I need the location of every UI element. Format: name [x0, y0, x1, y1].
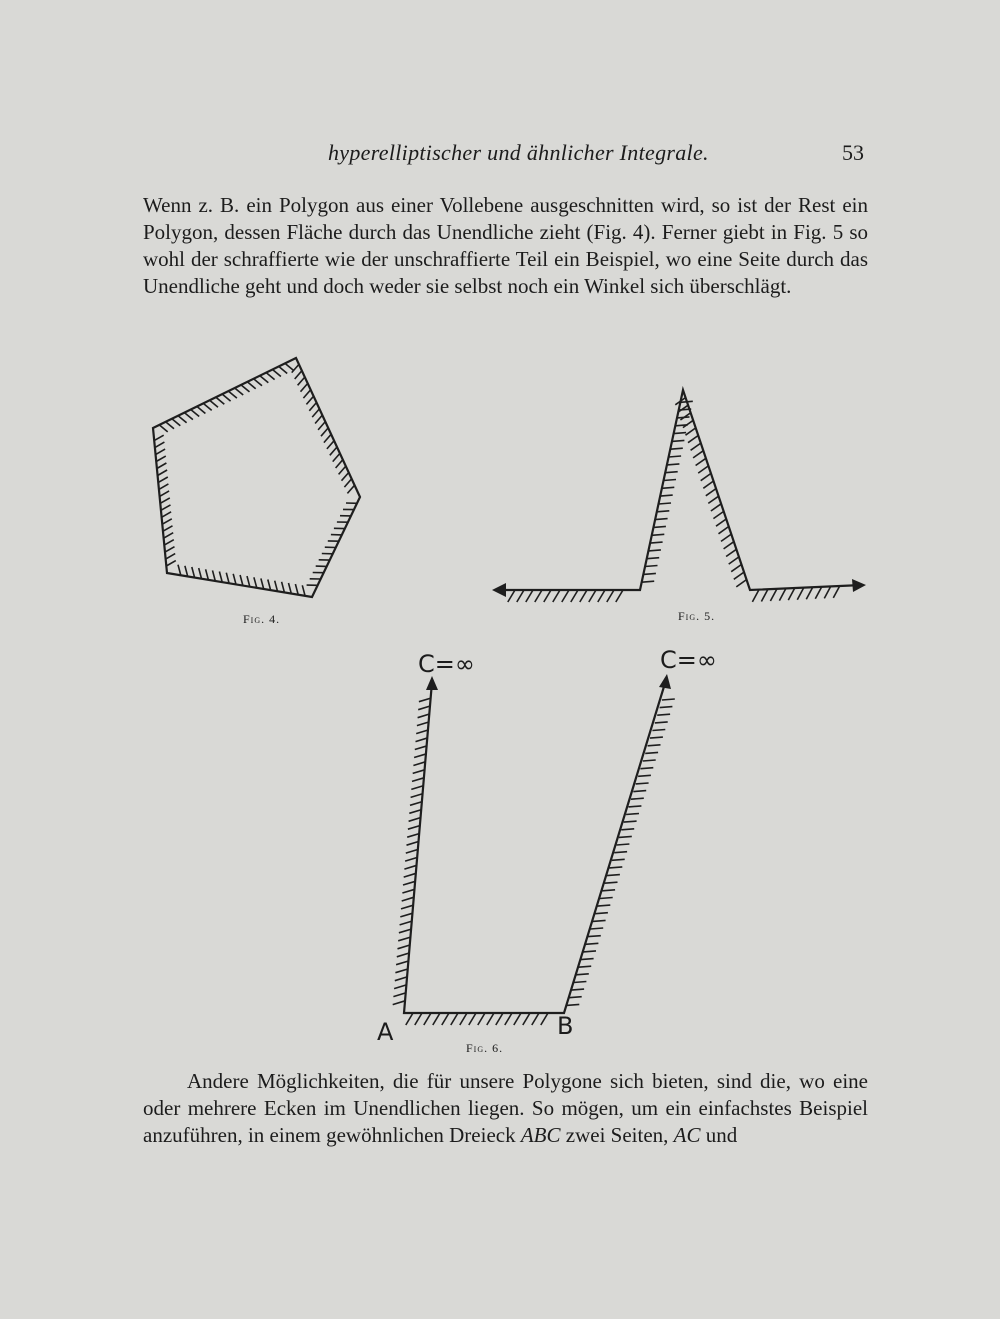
fig4-hatch [279, 366, 288, 373]
fig6-hatch [607, 875, 620, 876]
fig6-hatch [586, 943, 599, 944]
side-ac: AC [673, 1123, 701, 1147]
fig4-hatch [309, 403, 316, 411]
fig5-hatch [517, 590, 524, 602]
fig6-hatch [433, 1013, 440, 1025]
fig4-hatch [302, 585, 305, 596]
fig5-hatch [643, 573, 656, 574]
fig6-hatch [398, 945, 410, 949]
fig5-hatch [713, 511, 723, 518]
fig6-label-c-left: C=∞ [418, 650, 475, 678]
fig4-hatch [164, 540, 174, 545]
fig4-hatch [289, 583, 292, 594]
fig4-hatch [327, 441, 334, 449]
fig4-hatch [160, 498, 170, 503]
fig4-hatch [285, 363, 294, 370]
fig6-hatch [648, 745, 661, 746]
fig4-hatch [199, 568, 202, 579]
fig5-hatch [779, 588, 786, 600]
fig6-hatch [399, 929, 411, 933]
fig4-hatch [303, 390, 310, 398]
fig4-hatch [260, 376, 268, 383]
fig6-hatch [411, 786, 423, 790]
fig4-hatch [166, 422, 174, 429]
fig5-hatch [797, 587, 804, 599]
fig5-hatch [680, 401, 692, 402]
fig4-pentagon [153, 358, 360, 597]
fig5-hatch [670, 448, 683, 449]
paragraph-2-part3: und [700, 1123, 738, 1147]
fig6-hatch [657, 714, 670, 715]
fig5-hatch [650, 542, 663, 543]
fig6-hatch [541, 1013, 548, 1025]
fig4-hatch [318, 422, 325, 430]
fig4-hatch [161, 505, 171, 510]
fig4-hatch [275, 581, 278, 592]
fig5-hatch [652, 534, 665, 535]
fig6-right-arrow [659, 674, 671, 689]
fig5-hatch [664, 480, 677, 481]
fig4-hatch [219, 572, 222, 583]
fig5-hatch [645, 566, 658, 567]
fig6-hatch [619, 836, 632, 837]
fig5-hatch [736, 580, 746, 587]
fig6-hatch [652, 730, 665, 731]
fig4-hatch [197, 407, 205, 414]
fig5-hatch [553, 590, 560, 602]
fig6-hatch [566, 1004, 579, 1005]
fig6-hatch [605, 882, 618, 883]
fig4-hatch [184, 413, 193, 420]
fig5-hatch [693, 451, 703, 458]
fig4-hatch [178, 416, 187, 423]
fig6-hatch [400, 913, 412, 917]
fig5-hatch [788, 588, 795, 600]
fig5-hatch [724, 542, 734, 549]
fig5-hatch [698, 466, 708, 473]
fig6-hatch [404, 865, 416, 869]
fig5-outline [497, 390, 862, 590]
fig5-hatch [691, 443, 701, 450]
fig5-hatch [562, 590, 569, 602]
fig6-hatch [576, 974, 589, 975]
fig6-hatch [532, 1013, 539, 1025]
fig4-hatch [312, 409, 319, 417]
fig5-hatch [696, 458, 706, 465]
fig6-hatch [451, 1013, 458, 1025]
fig6-hatch [629, 806, 642, 807]
fig5-hatch [761, 589, 768, 601]
fig5-hatch [729, 557, 739, 564]
fig4-hatch [213, 570, 216, 581]
fig5-hatch [526, 590, 533, 602]
fig6-hatch [469, 1013, 476, 1025]
fig6-hatch [393, 993, 405, 997]
fig4-hatch [154, 435, 164, 440]
fig6-hatch [633, 791, 646, 792]
fig5-hatch [589, 590, 596, 602]
fig5-right-arrow [852, 579, 866, 592]
fig5-hatch [662, 487, 674, 488]
fig6-hatch [404, 873, 416, 877]
fig4-hatch [164, 533, 174, 539]
fig6-hatch [402, 897, 414, 901]
fig5-hatch [607, 590, 614, 602]
fig6-hatch [569, 997, 582, 998]
page-number: 53 [842, 140, 864, 165]
fig6-hatch [643, 760, 656, 761]
fig4-hatch [178, 565, 181, 576]
fig6-hatch [660, 707, 673, 708]
fig4-hatch [339, 466, 346, 474]
fig4-hatch [157, 463, 167, 469]
fig6-hatch [415, 1013, 422, 1025]
fig6-hatch [612, 859, 625, 860]
fig4-hatch [206, 569, 209, 580]
fig6-hatch [621, 829, 634, 830]
fig5-hatch [580, 590, 587, 602]
fig5-hatch [655, 519, 668, 520]
fig5-hatch [688, 436, 698, 443]
fig5-hatch [642, 581, 655, 582]
fig6-hatch [578, 966, 591, 967]
fig5-hatch [659, 503, 672, 504]
fig6-hatch [406, 849, 418, 853]
fig4-hatch [254, 379, 262, 386]
fig6-hatch [650, 737, 663, 738]
fig4-hatch [301, 383, 308, 391]
fig6-hatch [487, 1013, 494, 1025]
fig4-hatch [295, 371, 302, 379]
fig4-hatch [228, 391, 237, 398]
fig6-hatch [401, 905, 413, 909]
fig6-hatch [655, 722, 668, 723]
fig4-hatch [330, 447, 337, 455]
fig5-hatch [648, 550, 661, 551]
fig4-hatch [254, 577, 257, 588]
fig5-hatch [672, 440, 685, 441]
fig5-hatch [824, 586, 831, 598]
fig6-hatch [514, 1013, 521, 1025]
fig5-hatch [752, 590, 759, 602]
fig5-hatch [654, 526, 666, 527]
fig4-hatch [247, 576, 250, 587]
fig6-hatch [408, 826, 420, 830]
fig4-hatch [344, 479, 351, 487]
fig5-hatch [647, 558, 660, 559]
fig4-hatch [162, 512, 172, 518]
fig6-hatch [505, 1013, 512, 1025]
fig4-hatch [295, 584, 298, 595]
fig4-hatch [158, 477, 168, 482]
fig4-hatch [192, 567, 195, 578]
fig6-label-b: B [557, 1012, 574, 1040]
fig4-hatch [315, 415, 322, 423]
fig4-hatch [216, 397, 224, 404]
fig5-hatch [674, 433, 687, 434]
fig6-hatch [617, 844, 630, 845]
fig5-hatch [657, 511, 670, 512]
fig6-hatch [402, 889, 414, 893]
fig4-hatch [324, 434, 331, 442]
fig6-hatch [442, 1013, 449, 1025]
fig6-hatch [478, 1013, 485, 1025]
fig6-hatch [574, 982, 587, 983]
fig5-hatch [706, 489, 716, 496]
fig5-hatch [833, 586, 840, 598]
fig5-hatch [508, 590, 515, 602]
fig6-hatch [395, 977, 407, 981]
paragraph-2-part1: Andere Möglichkeiten, die für unsere Polygone sich bieten, sind die, wo eine oder mehrere Ecken im Unendlichen liegen. So mögen, um ein einfachstes Beispiel anzuführen, in einem gewöhnlichen Dreieck [143, 1069, 868, 1147]
fig4-hatch [172, 419, 180, 426]
fig5-hatch [716, 519, 726, 526]
fig6-hatch [640, 768, 653, 769]
fig4-hatch [166, 554, 176, 560]
fig5-hatch [660, 495, 673, 496]
fig6-hatch [395, 969, 407, 973]
fig6-hatch [626, 814, 639, 815]
fig4-hatch [226, 573, 229, 584]
fig5-caption: Fig. 5. [678, 609, 716, 623]
fig6-hatch [410, 802, 422, 806]
fig5-hatch [598, 590, 605, 602]
fig5-hatch [731, 565, 741, 572]
fig5-hatch [665, 472, 678, 473]
fig5-hatch [616, 590, 623, 602]
fig6-label-a: A [377, 1018, 394, 1046]
fig5-hatch [683, 420, 693, 427]
fig5-hatch [770, 589, 777, 601]
fig4-hatch [185, 566, 188, 577]
fig6-hatch [460, 1013, 467, 1025]
fig4-hatch [247, 382, 255, 389]
fig6-hatch [600, 898, 613, 899]
fig5-hatch [571, 590, 578, 602]
fig4-hatch [336, 460, 343, 468]
fig4-hatch [240, 575, 243, 586]
fig6-hatch [424, 1013, 431, 1025]
fig4-hatch [241, 385, 250, 392]
fig4-hatch [298, 377, 305, 385]
fig6-hatch [638, 775, 651, 776]
fig5-hatch [686, 428, 696, 435]
fig4-hatch [306, 396, 313, 404]
fig5-hatch [701, 473, 711, 480]
fig6-hatch [394, 985, 406, 989]
fig4-hatch [191, 410, 200, 417]
fig6-outline [404, 680, 666, 1013]
fig4-hatch [268, 580, 271, 591]
fig6-hatch [583, 951, 596, 952]
fig6-hatch [409, 818, 421, 822]
fig6-hatch [405, 857, 417, 861]
fig4-hatch [203, 403, 211, 410]
fig5-hatch [734, 572, 744, 579]
fig4-caption: Fig. 4. [243, 612, 281, 626]
fig6-hatch [396, 961, 408, 965]
fig6-hatch [406, 1013, 413, 1025]
triangle-abc: ABC [520, 1123, 561, 1147]
fig6-hatch [400, 921, 412, 925]
fig4-hatch [321, 428, 328, 436]
fig5-hatch [544, 590, 551, 602]
fig5-hatch [721, 534, 731, 541]
fig4-hatch [273, 370, 281, 377]
paragraph-2-text [143, 1068, 868, 1149]
fig4-hatch [160, 491, 170, 497]
fig5-hatch [806, 587, 813, 599]
fig4-hatch [235, 388, 244, 395]
fig6-hatch [614, 852, 627, 853]
fig4-hatch [155, 442, 165, 448]
fig4-hatch [282, 582, 285, 593]
paragraph-1-text: Wenn z. B. ein Polygon aus einer Vollebene ausgeschnitten wird, so ist der Rest ein Polygon, dessen Fläche durch das Unendliche zieht (Fig. 4). Ferner giebt in Fig. 5 so wohl der schraffierte wie der unschraffierte Teil ein Beispiel, wo eine Seite durch das Unendliche geht und doch weder sie selbst noch ein Winkel sich überschlägt. [143, 193, 868, 298]
paragraph-2-part2: zwei Seiten, [560, 1123, 674, 1147]
fig4-hatch [347, 485, 354, 493]
fig4-hatch [233, 574, 236, 585]
fig6-hatch [403, 881, 415, 885]
fig5-hatch [815, 587, 822, 599]
fig6-hatch [581, 959, 594, 960]
paragraph-2 [143, 1068, 868, 1149]
fig6-hatch [496, 1013, 503, 1025]
fig6-hatch [407, 834, 419, 838]
fig6-hatch [602, 890, 615, 891]
fig6-hatch [624, 821, 637, 822]
fig5-hatch [535, 590, 542, 602]
fig4-hatch [158, 470, 168, 476]
fig5-hatch [708, 496, 718, 503]
fig6-hatch [593, 920, 606, 921]
fig6-hatch [645, 752, 658, 753]
fig4-hatch [261, 578, 264, 589]
running-header: hyperelliptischer und ähnlicher Integrale. [328, 140, 709, 165]
fig4-hatch [210, 400, 218, 407]
fig5-hatch [667, 464, 680, 465]
fig5-hatch [669, 456, 682, 457]
fig6-hatch [636, 783, 649, 784]
fig4-hatch [222, 394, 230, 401]
fig6-caption: Fig. 6. [466, 1041, 504, 1055]
fig6-hatch [588, 936, 601, 937]
fig6-hatch [398, 937, 410, 941]
fig5-hatch [703, 481, 713, 488]
fig6-label-c-right: C=∞ [660, 646, 717, 674]
fig6-hatch [571, 989, 584, 990]
fig4-hatch [163, 526, 173, 531]
fig4-hatch [162, 519, 172, 524]
fig6-hatch [411, 794, 423, 798]
fig6-hatch [597, 905, 610, 906]
fig6-hatch [609, 867, 622, 868]
fig4-hatch [333, 453, 340, 461]
fig5-hatch [711, 504, 721, 511]
fig5-hatch [726, 549, 736, 556]
fig4-hatch [266, 373, 274, 380]
fig4-hatch [292, 364, 299, 372]
fig4-hatch [156, 449, 166, 455]
fig6-hatch [397, 953, 409, 957]
fig4-hatch [159, 425, 167, 432]
fig6-hatch [590, 928, 603, 929]
fig6-left-arrow [426, 676, 438, 690]
fig6-hatch [407, 841, 419, 845]
fig6-hatch [631, 798, 644, 799]
fig6-hatch [393, 1001, 405, 1005]
fig4-hatch [156, 456, 166, 461]
fig6-hatch [662, 699, 675, 700]
fig4-hatch [165, 547, 175, 552]
fig5-left-arrow [492, 583, 506, 597]
fig6-hatch [595, 913, 608, 914]
fig6-hatch [523, 1013, 530, 1025]
fig4-hatch [159, 484, 169, 490]
fig4-hatch [342, 473, 349, 481]
fig5-hatch [719, 527, 729, 534]
fig6-hatch [409, 810, 421, 814]
fig4-hatch [166, 561, 176, 566]
